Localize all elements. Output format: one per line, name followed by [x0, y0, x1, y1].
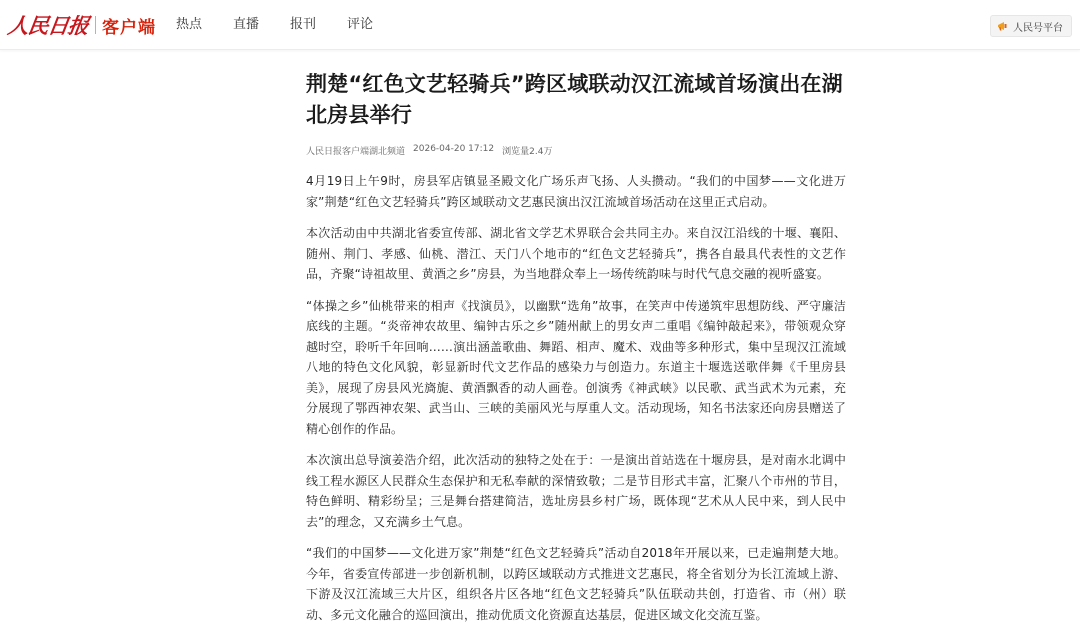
main-nav: [176, 0, 404, 50]
top-bar: [0, 0, 1080, 50]
article-meta: [306, 144, 846, 157]
logo-subtitle: 客户端: [102, 17, 156, 38]
people-platform-label: 人民号平台: [1013, 22, 1063, 34]
article: [306, 69, 846, 636]
article-source[interactable]: 人民日报客户端湖北频道: [306, 147, 406, 157]
logo-mark: 人民日报: [6, 13, 90, 38]
megaphone-icon: [997, 20, 1009, 32]
article-body: [306, 171, 846, 625]
nav-item-hot[interactable]: 热点: [176, 17, 203, 32]
nav-item-newspaper[interactable]: 报刊: [290, 17, 317, 32]
people-platform-button[interactable]: [990, 15, 1072, 37]
article-paragraph: 4月19日上午9时，房县军店镇显圣殿文化广场乐声飞扬、人头攒动。“我们的中国梦——文化进万家”荆楚“红色文艺轻骑兵”跨区域联动文艺惠民演出汉江流域首场活动在这里正式启动。: [306, 174, 846, 209]
article-views: 浏览量2.4万: [502, 147, 553, 157]
nav-item-live[interactable]: 直播: [233, 17, 260, 32]
article-time: 2026-04-20 17:12: [413, 144, 495, 154]
site-logo[interactable]: [8, 10, 156, 40]
article-paragraph: 本次演出总导演姜浩介绍，此次活动的独特之处在于：一是演出首站选在十堰房县，是对南水北调中线工程水源区人民群众生态保护和无私奉献的深情致敬；二是节目形式丰富，汇聚八个市州的节目，特色鲜明、精彩纷呈；三是舞台搭建简洁，选址房县乡村广场，既体现“艺术从人民中来，到人民中去”的理念，又充满乡土气息。: [306, 453, 846, 529]
article-paragraph: “我们的中国梦——文化进万家”荆楚“红色文艺轻骑兵”活动自2018年开展以来，已走遍荆楚大地。今年，省委宣传部进一步创新机制，以跨区域联动方式推进文艺惠民，将全省划分为长江流域上游、下游及汉江流域三大片区，组织各片区各地“红色文艺轻骑兵”队伍联动共创，打造省、市（州）联动、多元文化融合的巡回演出，推动优质文化资源直达基层，促进区域文化交流互鉴。: [306, 546, 846, 622]
article-title: 荆楚“红色文艺轻骑兵”跨区域联动汉江流域首场演出在湖北房县举行: [306, 72, 843, 127]
article-paragraph: 本次活动由中共湖北省委宣传部、湖北省文学艺术界联合会共同主办。来自汉江沿线的十堰、襄阳、随州、荆门、孝感、仙桃、潜江、天门八个地市的“红色文艺轻骑兵”，携各自最具代表性的文艺作品，齐聚“诗祖故里、黄酒之乡”房县，为当地群众奉上一场传统韵味与时代气息交融的视听盛宴。: [306, 226, 846, 281]
logo-divider: [95, 16, 96, 34]
nav-item-commentary[interactable]: 评论: [347, 17, 374, 32]
article-paragraph: “体操之乡”仙桃带来的相声《找演员》，以幽默“选角”故事，在笑声中传递筑牢思想防线、严守廉洁底线的主题。“炎帝神农故里、编钟古乐之乡”随州献上的男女声二重唱《编钟敲起来》，带领观众穿越时空，聆听千年回响……演出涵盖歌曲、舞蹈、相声、魔术、戏曲等多种形式，集中呈现汉江流域八地的特色文化风貌，彰显新时代文艺作品的感染力与创造力。东道主十堰选送歌伴舞《千里房县美》，展现了房县风光旖旎、黄酒飘香的动人画卷。创演秀《神武峡》以民歌、武当武术为元素，充分展现了鄂西神农架、武当山、三峡的美丽风光与厚重人文。活动现场，知名书法家还向房县赠送了精心创作的作品。: [306, 298, 846, 436]
